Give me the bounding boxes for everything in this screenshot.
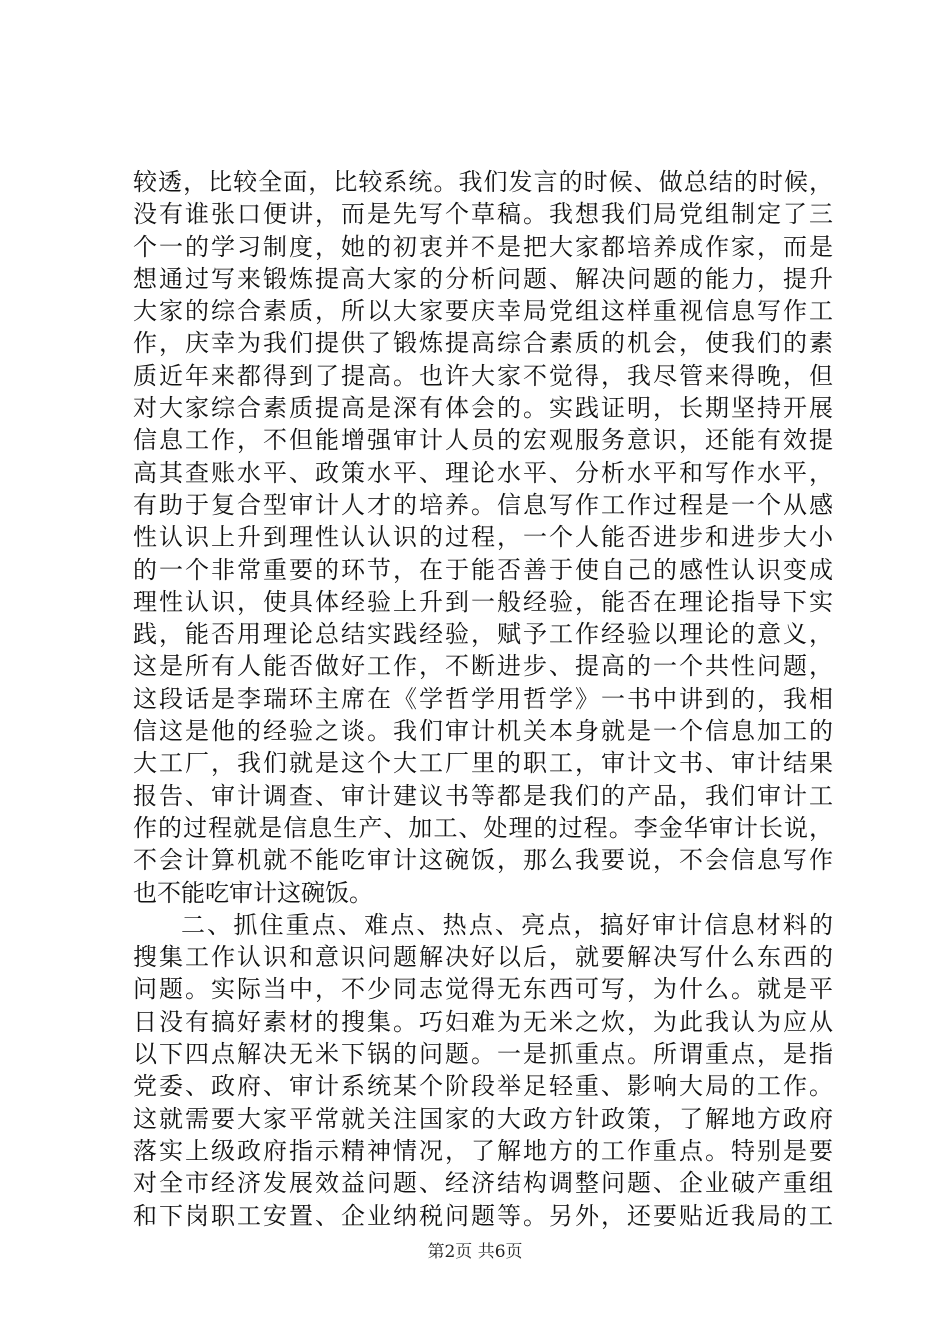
text-line: 信这是他的经验之谈。我们审计机关本身就是一个信息加工的 [133, 717, 833, 746]
text-line: 搜集工作认识和意识问题解决好以后，就要解决写什么东西的 [133, 943, 833, 972]
text-line: 质近年来都得到了提高。也许大家不觉得，我尽管来得晚，但 [133, 361, 833, 390]
text-line: 较透，比较全面，比较系统。我们发言的时候、做总结的时候， [133, 168, 833, 196]
text-line: 对大家综合素质提高是深有体会的。实践证明，长期坚持开展 [133, 394, 833, 423]
page-footer: 第2页 共6页 [427, 1242, 523, 1262]
text-line: 大家的综合素质，所以大家要庆幸局党组这样重视信息写作工 [133, 297, 833, 326]
text-line: 以下四点解决无米下锅的问题。一是抓重点。所谓重点，是指 [133, 1040, 833, 1069]
text-line: 这就需要大家平常就关注国家的大政方针政策，了解地方政府 [133, 1104, 833, 1133]
text-line: 报告、审计调查、审计建议书等都是我们的产品，我们审计工 [133, 781, 833, 810]
text-line: 性认识上升到理性认认识的过程，一个人能否进步和进步大小 [133, 523, 833, 552]
text-line: 理性认识，使具体经验上升到一般经验，能否在理论指导下实 [133, 587, 833, 616]
text-line: 日没有搞好素材的搜集。巧妇难为无米之炊，为此我认为应从 [133, 1007, 833, 1036]
text-line: 作，庆幸为我们提供了锻炼提高综合素质的机会，使我们的素 [133, 329, 833, 358]
text-line: 不会计算机就不能吃审计这碗饭，那么我要说，不会信息写作 [133, 846, 833, 875]
text-line: 落实上级政府指示精神情况，了解地方的工作重点。特别是要 [133, 1136, 833, 1165]
body-text [133, 166, 833, 1232]
text-line: 作的过程就是信息生产、加工、处理的过程。李金华审计长说， [133, 813, 833, 842]
text-line: 二、抓住重点、难点、热点、亮点，搞好审计信息材料的 [181, 910, 833, 939]
text-line: 没有谁张口便讲，而是先写个草稿。我想我们局党组制定了三 [133, 200, 833, 229]
text-line: 这段话是李瑞环主席在《学哲学用哲学》一书中讲到的，我相 [133, 684, 833, 713]
text-line: 个一的学习制度，她的初衷并不是把大家都培养成作家，而是 [133, 232, 833, 261]
text-line: 高其查账水平、政策水平、理论水平、分析水平和写作水平， [133, 458, 833, 487]
text-line: 这是所有人能否做好工作，不断进步、提高的一个共性问题， [133, 652, 833, 681]
text-line: 有助于复合型审计人才的培养。信息写作工作过程是一个从感 [133, 490, 833, 519]
text-line: 和下岗职工安置、企业纳税问题等。另外，还要贴近我局的工 [133, 1201, 833, 1230]
text-line: 问题。实际当中，不少同志觉得无东西可写，为什么。就是平 [133, 975, 833, 1004]
text-line: 的一个非常重要的环节，在于能否善于使自己的感性认识变成 [133, 555, 833, 584]
text-line: 对全市经济发展效益问题、经济结构调整问题、企业破产重组 [133, 1169, 833, 1198]
text-line: 想通过写来锻炼提高大家的分析问题、解决问题的能力，提升 [133, 264, 833, 293]
text-line: 信息工作，不但能增强审计人员的宏观服务意识，还能有效提 [133, 426, 833, 455]
text-line: 党委、政府、审计系统某个阶段举足轻重、影响大局的工作。 [133, 1072, 833, 1101]
text-line: 大工厂，我们就是这个大工厂里的职工，审计文书、审计结果 [133, 749, 833, 778]
text-line: 践，能否用理论总结实践经验，赋予工作经验以理论的意义， [133, 620, 833, 649]
text-line: 也不能吃审计这碗饭。 [133, 878, 373, 907]
